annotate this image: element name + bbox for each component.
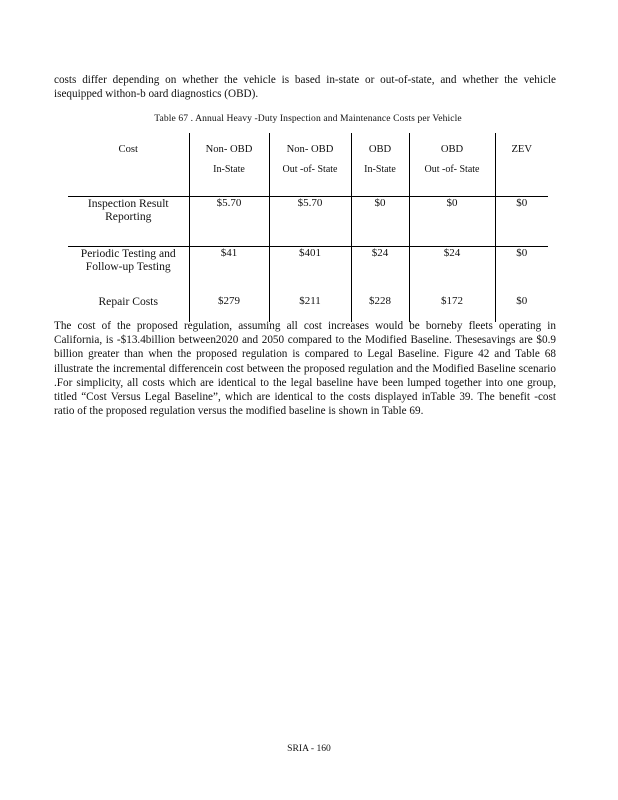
- row-label: Periodic Testing and Follow-up Testing: [68, 247, 189, 296]
- column-header-line2: Out -of- State: [282, 164, 338, 175]
- table-cell: $0: [409, 197, 495, 247]
- table-cell: $279: [189, 295, 269, 322]
- cost-header: Cost: [68, 133, 189, 197]
- column-header-obd-in-state: [351, 133, 409, 197]
- column-header-line1: Non- OBD: [205, 144, 253, 155]
- table-cell: $24: [351, 247, 409, 296]
- table-row: [68, 295, 548, 322]
- column-header-line2: In-State: [213, 164, 245, 175]
- column-header-line2: Out -of- State: [424, 164, 480, 175]
- table-row: [68, 197, 548, 247]
- body-paragraph: The cost of the proposed regulation, assuming all cost increases would be borneby fleets operating in California, is -$13.4billion between2020 and 2050 compared to the Modified Baseline. Thesesavings are $0.9 billion greater than when the proposed regulation is compared to Legal Baseline. Figure 42 and Table 68 illustrate the incremental differencein cost between the proposed regulation and the Modified Baseline scenario .For simplicity, all costs which are identical to the legal baseline have been lumped together into one group, titled “Cost Versus Legal Baseline”, which are identical to the costs displayed inTable 39. The benefit -cost ratio of the proposed regulation versus the modified baseline is shown in Table 69.: [54, 320, 556, 418]
- table-cell: $172: [409, 295, 495, 322]
- row-label: Inspection Result Reporting: [68, 197, 189, 247]
- table-cell: $211: [269, 295, 351, 322]
- intro-paragraph: costs differ depending on whether the vehicle is based in-state or out-of-state, and whether the vehicle isequipped withon-b oard diagnostics (OBD).: [54, 74, 556, 101]
- column-header-obd-out-of-state: [409, 133, 495, 197]
- column-header-line1: ZEV: [511, 144, 533, 155]
- table-row: [68, 247, 548, 296]
- table-cell: $0: [516, 247, 528, 259]
- table-cell: $5.70: [189, 197, 269, 247]
- column-header-line2: In-State: [364, 164, 396, 175]
- table-cell: $228: [351, 295, 409, 322]
- column-header-zev: [495, 133, 548, 197]
- table-cell: $41: [189, 247, 269, 296]
- table-cell: $0: [351, 197, 409, 247]
- column-header-line1: OBD: [368, 144, 392, 155]
- table-cell: $0: [495, 197, 548, 247]
- column-header-line1: Non- OBD: [286, 144, 334, 155]
- table-cell: $0: [516, 295, 528, 307]
- table-cell: $24: [409, 247, 495, 296]
- page-footer: SRIA - 160: [287, 743, 331, 754]
- column-header-non-obd-in-state: [189, 133, 269, 197]
- table-cell: $5.70: [269, 197, 351, 247]
- table-cell: $401: [269, 247, 351, 296]
- column-header-non-obd-out-of-state: [269, 133, 351, 197]
- table-header-row: [68, 133, 548, 197]
- cost-table: [68, 133, 548, 322]
- table-caption: Table 67 . Annual Heavy -Duty Inspection and Maintenance Costs per Vehicle: [154, 113, 462, 124]
- column-header-line1: OBD: [440, 144, 464, 155]
- row-label: Repair Costs: [68, 295, 189, 322]
